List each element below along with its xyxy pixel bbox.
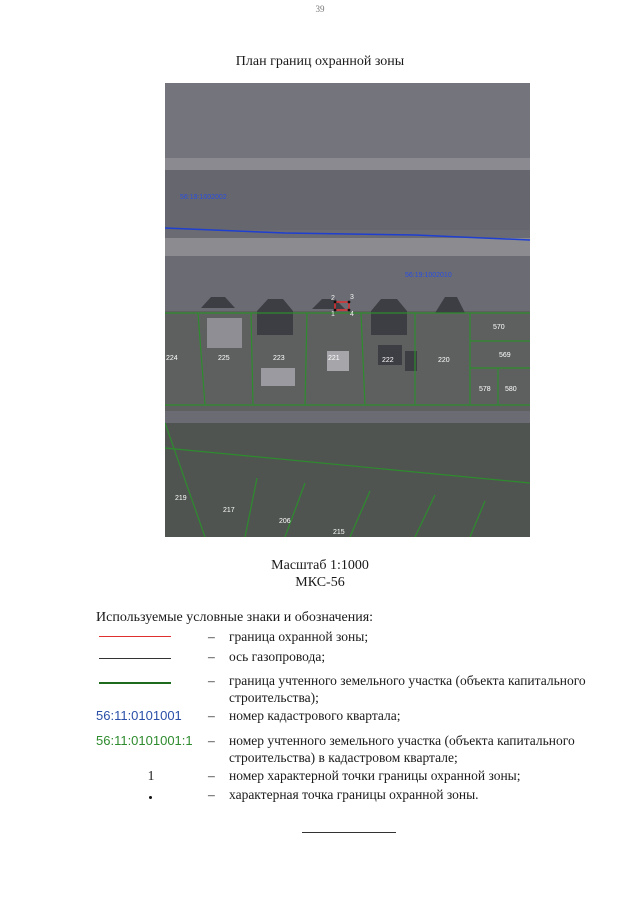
parcel-label: 222 xyxy=(382,357,394,364)
legend-dash: – xyxy=(208,629,215,644)
zone-point-label: 4 xyxy=(350,311,354,318)
scale-text: Масштаб 1:1000 xyxy=(271,558,369,573)
house-body xyxy=(257,311,293,335)
house-body xyxy=(371,311,407,335)
zone-point-label: 2 xyxy=(331,295,335,302)
legend-text: номер кадастрового квартала; xyxy=(229,708,401,723)
footer-divider xyxy=(302,832,396,833)
shed-light xyxy=(261,368,295,386)
parcel-label: 221 xyxy=(328,355,340,362)
scale-block xyxy=(0,557,640,591)
legend-symbol: 56:11:0101001:1 xyxy=(96,733,193,748)
legend-text: номер учтенного земельного участка (объекта капитального строительства) в кадастровом квартале; xyxy=(229,733,575,765)
parcel-label: 206 xyxy=(279,518,291,525)
legend-dash: – xyxy=(208,787,215,802)
dark-line-symbol xyxy=(99,658,171,659)
page-title: План границ охранной зоны xyxy=(235,54,405,69)
street-band xyxy=(165,238,530,256)
parcel-label: 215 xyxy=(333,529,345,536)
legend-dash: – xyxy=(208,649,215,664)
parcel-label: 578 xyxy=(479,386,491,393)
parcel-label: 580 xyxy=(505,386,517,393)
parcel-label: 570 xyxy=(493,324,505,331)
page-number: 39 xyxy=(315,4,325,14)
parcel-label: 217 xyxy=(223,507,235,514)
parcel-label: 224 xyxy=(166,355,178,362)
legend-text: ось газопровода; xyxy=(229,649,326,664)
legend-dash: – xyxy=(208,673,215,688)
legend-text: номер характерной точки границы охранной зоны; xyxy=(229,768,521,783)
coordinate-system: МКС-56 xyxy=(295,575,345,590)
legend-text: граница охранной зоны; xyxy=(229,629,369,644)
legend-dash: – xyxy=(208,708,215,723)
legend-title: Используемые условные знаки и обозначения: xyxy=(96,610,374,625)
red-line-symbol xyxy=(99,636,171,637)
house-body-light xyxy=(207,318,242,348)
legend-symbol: 1 xyxy=(147,768,155,783)
quarter-label: 56:19:1002010 xyxy=(405,272,452,279)
zone-point-label: 3 xyxy=(350,294,354,301)
zone-point xyxy=(348,301,351,304)
garden-area xyxy=(165,423,530,537)
point-dot-icon xyxy=(149,796,152,799)
cadastral-map xyxy=(165,83,530,537)
green-line-symbol xyxy=(99,682,171,684)
legend-symbol: 56:11:0101001 xyxy=(96,708,182,723)
map-svg xyxy=(165,83,530,537)
road-band-top xyxy=(165,83,530,158)
legend-dash: – xyxy=(208,768,215,783)
road-stripe xyxy=(165,158,530,170)
zone-point-label: 1 xyxy=(331,311,335,318)
legend-text: характерная точка границы охранной зоны. xyxy=(229,787,479,802)
quarter-label: 56:19:1002002 xyxy=(180,194,227,201)
parcel-label: 223 xyxy=(273,355,285,362)
legend-text: граница учтенного земельного участка (объекта капитального строительства); xyxy=(229,673,586,705)
parcel-label: 225 xyxy=(218,355,230,362)
legend-dash: – xyxy=(208,733,215,748)
parcel-label: 219 xyxy=(175,495,187,502)
parcel-label: 569 xyxy=(499,352,511,359)
parcel-label: 220 xyxy=(438,357,450,364)
